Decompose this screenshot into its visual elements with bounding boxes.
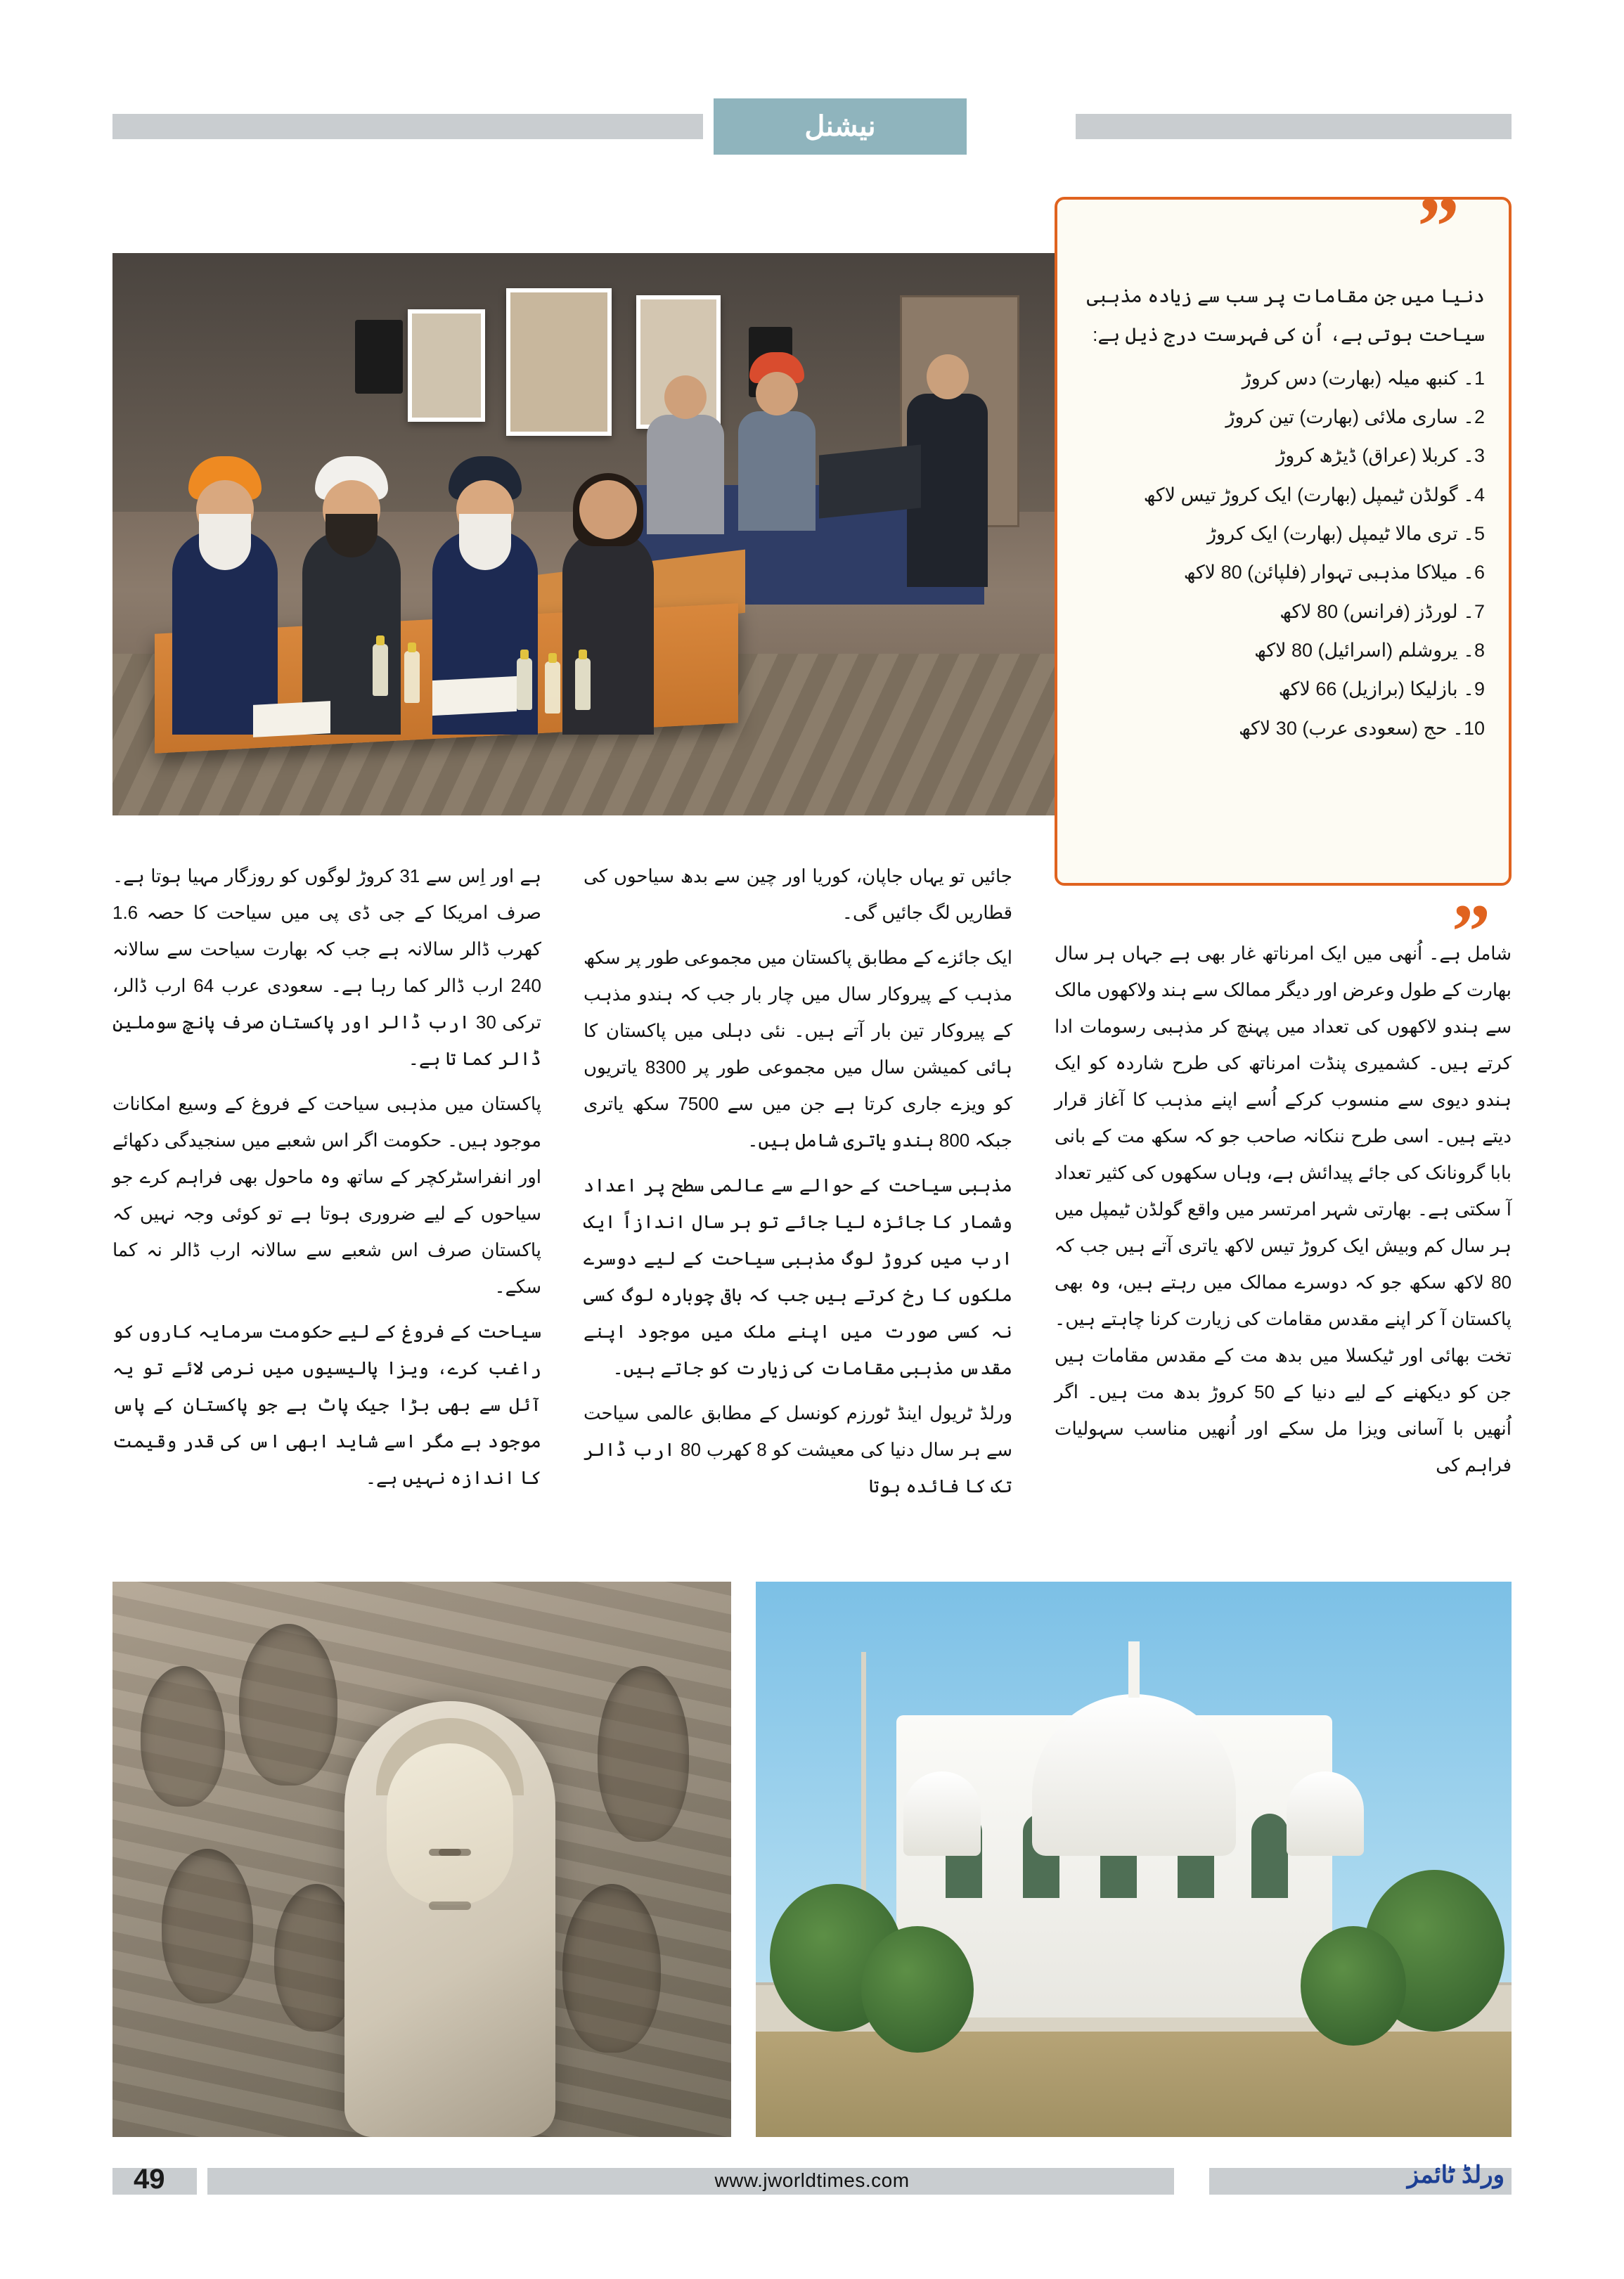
page-header [112, 98, 1512, 155]
list-item: 8۔ یروشلم (اسرائیل) 80 لاکھ [1254, 640, 1485, 661]
quote-mark-icon: ” [1417, 179, 1459, 273]
relief-carving [162, 1849, 253, 2003]
paragraph: جائیں تو یہاں جاپان، کوریا اور چین سے بدھ سیاحوں کی قطاریں لگ جائیں گی۔ [584, 865, 1012, 923]
article-column-middle [584, 858, 1012, 1513]
table-papers [253, 701, 330, 737]
paragraph: ورلڈ ٹریول اینڈ ٹورزم کونسل کے مطابق عالمی سیاحت سے ہر سال دنیا کی معیشت کو 8 کھرب 80 ارب ڈالر تک کا فائدہ ہوتا [584, 1402, 1012, 1497]
relief-carving [239, 1624, 337, 1786]
header-bar-left [112, 114, 703, 139]
footer-bar-middle [207, 2168, 1174, 2195]
paragraph: پاکستان میں مذہبی سیاحت کے فروغ کے وسیع امکانات موجود ہیں۔ حکومت اگر اس شعبے میں سنجیدگی دکھائے اور انفراسٹرکچر کے ساتھ وہ ماحول بھی فراہم کرے جو سیاحوں کے لیے ضروری ہوتا ہے تو کوئی وجہ نہیں کہ پاکستان صرف اس شعبے سے سالانہ ارب ڈالر نہ کما سکے۔ [112, 1093, 541, 1297]
relief-carving [141, 1666, 225, 1807]
water-bottle [575, 658, 591, 710]
water-bottle [373, 644, 388, 696]
category-label: نیشنل [804, 111, 876, 142]
article-column-right [1055, 935, 1512, 1492]
archway [1251, 1814, 1288, 1898]
paragraph: سیاحت کے فروغ کے لیے حکومت سرمایہ کاروں کو راغب کرے، ویزا پالیسیوں میں نرمی لائے تو یہ آئل سے بھی بڑا جیک پاٹ ہے جو پاکستان کے پاس موجود ہے مگر اسے شاید ابھی اس کی قدر وقیمت کا اندازہ نہیں ہے۔ [112, 1321, 541, 1488]
ground [756, 2017, 1512, 2137]
highlight-quote-box [1055, 179, 1512, 886]
tree [1301, 1926, 1406, 2046]
quote-content [1081, 277, 1485, 748]
statue-mouth [429, 1902, 471, 1910]
photo-buddha-sculpture [112, 1582, 731, 2137]
page-footer [112, 2159, 1512, 2202]
small-dome [903, 1771, 981, 1856]
wall-picture-frame [408, 309, 485, 422]
category-badge [714, 98, 967, 155]
list-item: 10۔ حج (سعودی عرب) 30 لاکھ [1238, 717, 1485, 739]
article-column-left [112, 858, 541, 1504]
relief-carving [562, 1884, 661, 2053]
loudspeaker [355, 320, 403, 394]
small-dome [1287, 1771, 1364, 1856]
seated-participant [647, 415, 724, 534]
list-item: 1۔ کنبھ میلہ (بھارت) دس کروڑ [1242, 367, 1485, 389]
quote-mark-icon-secondary: ” [1452, 889, 1490, 974]
wall-picture-frame [506, 288, 612, 436]
quote-intro: دنیا میں جن مقامات پر سب سے زیادہ مذہبی سیاحت ہوتی ہے، اُن کی فہرست درج ذیل ہے: [1086, 285, 1485, 346]
table-papers [432, 676, 517, 716]
magazine-brand: ورلڈ ٹائمز [1407, 2162, 1504, 2188]
paragraph: شامل ہے۔ اُنھی میں ایک امرناتھ غار بھی ہے جہاں ہر سال بھارت کے طول وعرض اور دیگر ممالک سے ہند ولاکھوں مالک سے ہندو لاکھوں کی تعداد میں پہنچ کر مذہبی رسومات ادا کرتے ہیں۔ کشمیری پنڈت امرناتھ کی طرح شاردہ کو ایک ہندو دیوی سے منسوب کرکے اُسے اپنے مذہب کا آغاز قرار دیتے ہیں۔ اسی طرح ننکانہ صاحب جو کہ سکھ مت کے بانی بابا گرونانک کی جائے پیدائش ہے، وہاں سکھوں کی کثیر تعداد آ سکتی ہے۔ بھارتی شہر امرتسر میں واقع گولڈن ٹیمپل میں ہر سال کم وبیش ایک کروڑ تیس لاکھ یاتری آتے ہیں جب کہ 80 لاکھ سکھ جو کہ دوسرے ممالک میں رہتے ہیں، وہ بھی پاکستان آ کر اپنے مقدس مقامات کی زیارت کرنا چاہتے ہیں۔ تخت بھائی اور ٹیکسلا میں بدھ مت کے مقدس مقامات ہیں جن کو دیکھنے کے لیے دنیا کے 50 کروڑ بدھ مت ہیں۔ اگر اُنھیں با آسانی ویزا مل سکے اور اُنھیں مناسب سہولیات فراہم کی [1055, 943, 1512, 1476]
page-number: 49 [134, 2164, 165, 2195]
photo-panel-discussion [112, 253, 1055, 815]
paragraph: ایک جائزے کے مطابق پاکستان میں مجموعی طور پر سکھ مذہب کے پیروکار سال میں چار بار جب کہ ہندو مذہب کے پیروکار تین بار آتے ہیں۔ نئی دہلی میں پاکستان کا ہائی کمیشن سال میں مجموعی طور پر 8300 یاتریوں کو ویزے جاری کرتا ہے جن میں سے 7500 سکھ یاتری جبکہ 800 ہندو یاتری شامل ہیں۔ [584, 947, 1013, 1151]
dome-spire [1128, 1641, 1140, 1698]
header-bar-right [1076, 114, 1512, 139]
relief-carving [598, 1666, 689, 1842]
statue-face [387, 1743, 513, 1905]
list-item: 7۔ لورڈز (فرانس) 80 لاکھ [1280, 600, 1485, 622]
seated-participant-turban [738, 411, 816, 531]
list-item: 6۔ میلاکا مذہبی تہوار (فلپائن) 80 لاکھ [1183, 562, 1485, 583]
list-item: 9۔ بازلیکا (برازیل) 66 لاکھ [1278, 678, 1485, 700]
laptop [819, 444, 921, 518]
list-item: 5۔ تری مالا ٹیمپل (بھارت) ایک کروڑ [1207, 523, 1485, 545]
photo-kartarpur-gurdwara [756, 1582, 1512, 2137]
list-item: 3۔ کربلا (عراق) ڈیڑھ کروڑ [1276, 445, 1485, 467]
water-bottle [545, 661, 560, 714]
water-bottle [404, 651, 420, 703]
buddha-statue [344, 1701, 555, 2137]
tree [861, 1926, 974, 2053]
website-url[interactable]: www.jworldtimes.com [714, 2169, 910, 2191]
list-item: 4۔ گولڈن ٹیمپل (بھارت) ایک کروڑ تیس لاکھ [1143, 484, 1485, 505]
paragraph: مذہبی سیاحت کے حوالے سے عالمی سطح پر اعداد وشمار کا جائزہ لیا جائے تو ہر سال اندازاً ایک ارب میں کروڑ لوگ مذہبی سیاحت کے لیے دوسرے ملکوں کا رخ کرتے ہیں جب کہ باقی چوبارہ لوگ کسی نہ کسی صورت میں اپنے ملک میں موجود اپنے مقدس مذہبی مقامات کی زیارت کو جاتے ہیں۔ [584, 1175, 1012, 1379]
list-item: 2۔ ساری ملائی (بھارت) تین کروڑ [1225, 406, 1485, 428]
religious-tourism-list [1081, 359, 1485, 748]
paragraph: ہے اور اِس سے 31 کروڑ لوگوں کو روزگار مہیا ہوتا ہے۔ صرف امریکا کے جی ڈی پی میں سیاحت کا حصہ 1.6 کھرب ڈالر سالانہ ہے جب کہ بھارت سیاحت سے سالانہ 240 ارب ڈالر کما رہا ہے۔ سعودی عرب 64 ارب ڈالر، ترکی 30 ارب ڈالر اور پاکستان صرف پانچ سوملین ڈالر کما تا ہے۔ [112, 865, 541, 1069]
water-bottle [517, 658, 532, 710]
statue-eye [429, 1849, 461, 1856]
